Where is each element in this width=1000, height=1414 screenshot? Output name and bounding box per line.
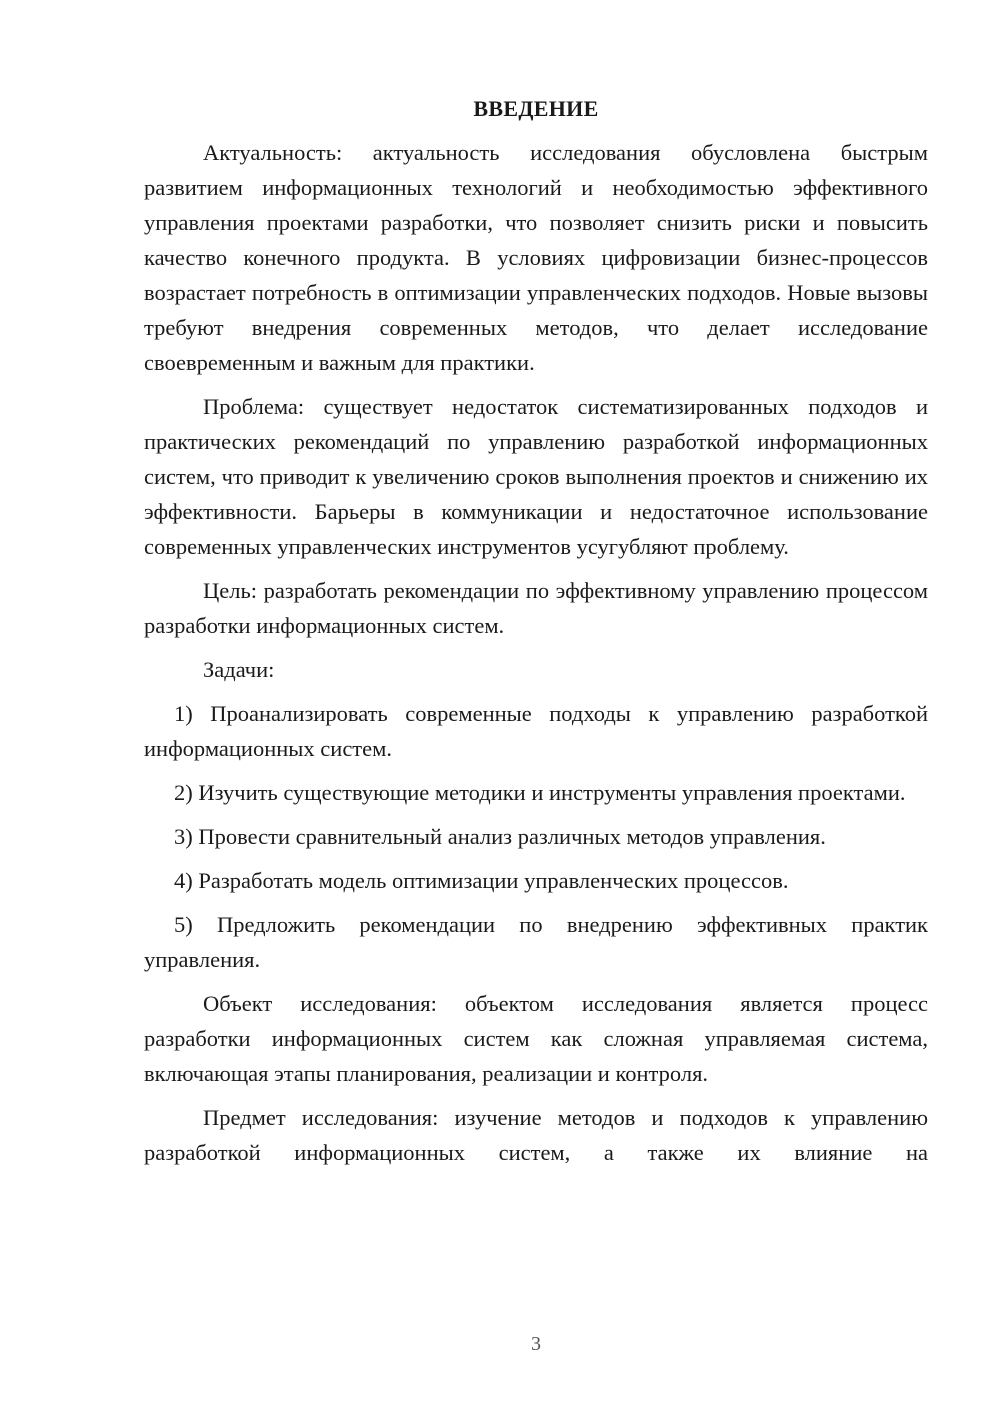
task-item-5: 5) Предложить рекомендации по внедрению эффективных практик управления.: [144, 912, 928, 972]
task-item-1: 1) Проанализировать современные подходы к управлению разработкой информационных систем.: [144, 701, 928, 761]
paragraph-relevance: Актуальность: актуальность исследования обусловлена быстрым развитием информационных технологий и необходимостью эффективного управления проектами разработки, что позволяет снизить риски и повысить качество конечного продукта. В условиях цифровизации бизнес-процессов возрастает потребность в оптимизации управленческих подходов. Новые вызовы требуют внедрения современных методов, что делает исследование своевременным и важным для практики.: [144, 140, 928, 375]
paragraph-object: Объект исследования: объектом исследования является процесс разработки информационных систем как сложная управляемая система, включающая этапы планирования, реализации и контроля.: [144, 991, 928, 1086]
paragraph-subject: Предмет исследования: изучение методов и подходов к управлению разработкой информационных систем, а также их влияние на: [144, 1105, 928, 1165]
page-content: [144, 94, 928, 1179]
task-item-2: 2) Изучить существующие методики и инструменты управления проектами.: [174, 780, 906, 805]
page-number: 3: [531, 1333, 541, 1355]
task-item-4: 4) Разработать модель оптимизации управленческих процессов.: [174, 868, 789, 893]
section-title: ВВЕДЕНИЕ: [473, 96, 599, 121]
paragraph-problem: Проблема: существует недостаток систематизированных подходов и практических рекомендаций по управлению разработкой информационных систем, что приводит к увеличению сроков выполнения проектов и снижению их эффективности. Барьеры в коммуникации и недостаточное использование современных управленческих инструментов усугубляют проблему.: [144, 394, 928, 559]
task-item-3: 3) Провести сравнительный анализ различных методов управления.: [174, 824, 826, 849]
paragraph-goal: Цель: разработать рекомендации по эффективному управлению процессом разработки информационных систем.: [144, 578, 928, 638]
tasks-label: Задачи:: [203, 657, 275, 682]
